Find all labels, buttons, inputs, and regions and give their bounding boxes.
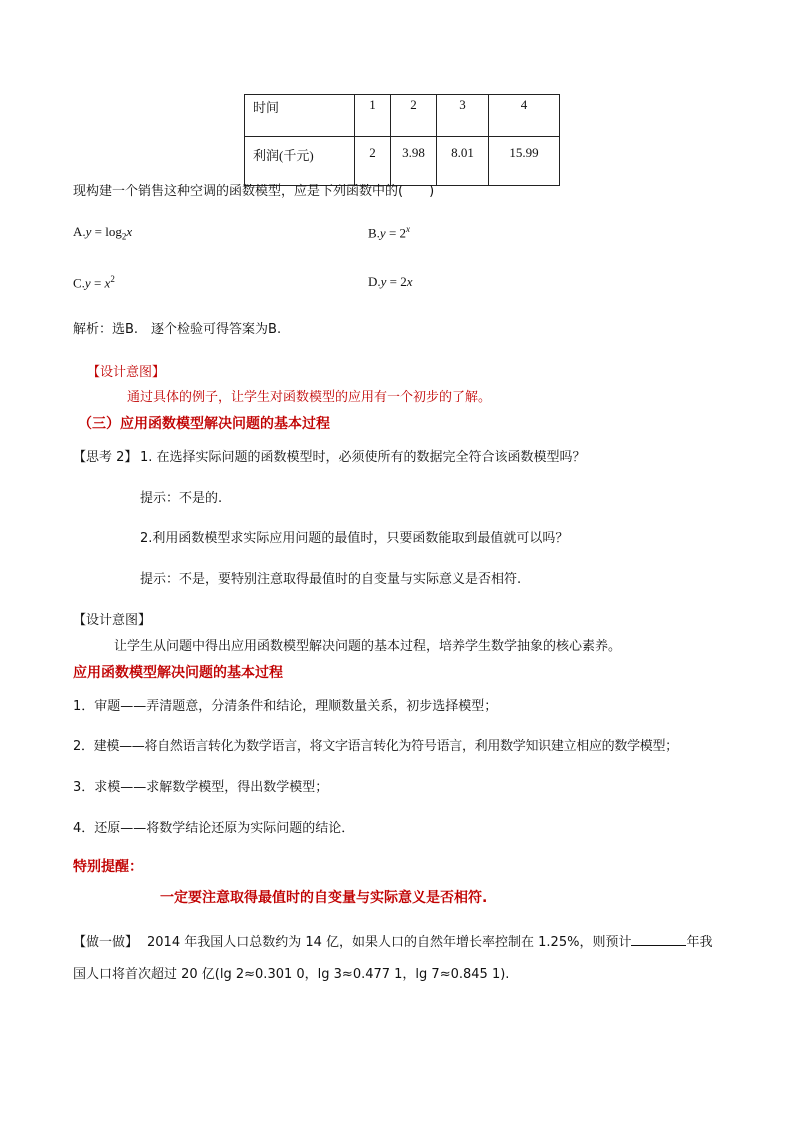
- answer-blank[interactable]: [631, 933, 686, 946]
- process-step: 4．还原——将数学结论还原为实际问题的结论．: [73, 821, 355, 836]
- section-title: （三）应用函数模型解决问题的基本过程: [78, 416, 330, 432]
- table-cell: 2: [391, 95, 437, 137]
- analysis-text: 解析：选B. 逐个检验可得答案为B.: [73, 322, 282, 337]
- table-cell: 2: [355, 137, 391, 186]
- exercise-label: 【做一做】: [73, 935, 139, 950]
- option-d: D.y = 2x: [368, 274, 413, 289]
- table-cell: 时间: [245, 95, 355, 137]
- data-table: [244, 94, 560, 186]
- process-step: 1．审题——弄清题意，分清条件和结论，理顺数量关系，初步选择模型；: [73, 699, 498, 714]
- option-b: $B.y = 2^x$: [368, 224, 411, 241]
- hint-1: 提示：不是的.: [140, 491, 223, 506]
- reminder-text: 一定要注意取得最值时的自变量与实际意义是否相符.: [160, 890, 488, 906]
- process-title: 应用函数模型解决问题的基本过程: [73, 665, 283, 681]
- think-label: 【思考 2】: [73, 450, 138, 465]
- table-row: [245, 95, 560, 137]
- reminder-title: 特别提醒：: [73, 859, 143, 875]
- option-c: $C.y = x^2$: [73, 274, 115, 291]
- table-cell: 3.98: [391, 137, 437, 186]
- option-a: $A.y = \log_2x$: [73, 224, 133, 242]
- design-intent-text: 通过具体的例子，让学生对函数模型的应用有一个初步的了解。: [127, 390, 492, 405]
- design-intent-heading: 【设计意图】: [87, 365, 166, 380]
- table-cell: 8.01: [437, 137, 489, 186]
- exercise-line-2: 国人口将首次超过 20 亿(lg 2≈0.301 0，lg 3≈0.477 1，lg 7≈0.845 1).: [73, 967, 510, 982]
- table-cell: 3: [437, 95, 489, 137]
- exercise-line-1: 2014 年我国人口总数约为 14 亿，如果人口的自然年增长率控制在 1.25%，则预计 年我: [147, 935, 713, 950]
- think-question-1: 1. 在选择实际问题的函数模型时，必须使所有的数据完全符合该函数模型吗？: [140, 450, 586, 465]
- think-question-2: 2.利用函数模型求实际应用问题的最值时，只要函数能取到最值就可以吗？: [140, 531, 569, 546]
- table-cell: 利润(千元): [245, 137, 355, 186]
- table-cell: 1: [355, 95, 391, 137]
- process-step: 3．求模——求解数学模型，得出数学模型；: [73, 780, 329, 795]
- design-intent-text: 让学生从问题中得出应用函数模型解决问题的基本过程，培养学生数学抽象的核心素养。: [114, 639, 622, 654]
- process-step: 2．建模——将自然语言转化为数学语言，将文字语言转化为符号语言，利用数学知识建立相应的数学模型；: [73, 739, 678, 754]
- table-row: [245, 137, 560, 186]
- table-cell: 4: [489, 95, 560, 137]
- design-intent-heading: 【设计意图】: [73, 613, 152, 628]
- question-text: 现构建一个销售这种空调的函数模型，应是下列函数中的( ): [73, 184, 435, 199]
- table-cell: 15.99: [489, 137, 560, 186]
- hint-2: 提示：不是，要特别注意取得最值时的自变量与实际意义是否相符.: [140, 572, 522, 587]
